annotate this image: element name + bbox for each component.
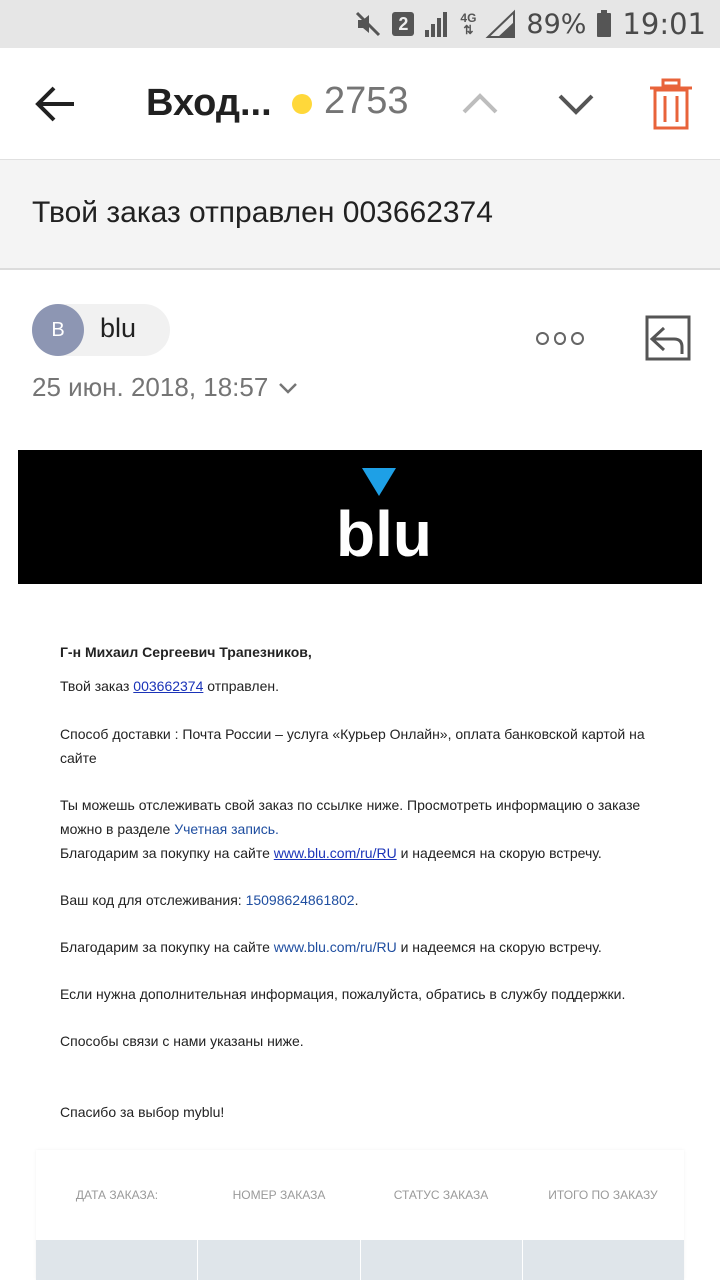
expand-chevron-icon — [278, 381, 298, 395]
more-icon[interactable] — [536, 328, 584, 348]
date-text: 25 июн. 2018, 18:57 — [32, 372, 269, 402]
sender-chip[interactable] — [32, 304, 170, 356]
greeting: Г-н Михаил Сергеевич Трапезников, — [60, 644, 312, 660]
table-header-cell: НОМЕР ЗАКАЗА — [232, 1188, 326, 1202]
site-link[interactable]: www.blu.com/ru/RU — [273, 845, 397, 861]
table-header — [36, 1150, 684, 1240]
blu-logo — [336, 468, 432, 570]
delivery-method: Способ доставки : Почта России – услуга «Курьер Онлайн», оплата банковской картой на сайте — [60, 726, 645, 766]
email-body — [60, 640, 680, 1124]
order-table — [36, 1150, 684, 1280]
chevron-down-icon[interactable] — [556, 84, 596, 124]
trash-icon[interactable] — [648, 78, 694, 130]
clock: 19:01 — [622, 7, 706, 41]
sender-name: blu — [100, 313, 137, 343]
table-cell — [198, 1240, 360, 1280]
svg-text:blu: blu — [336, 498, 432, 570]
tracking-code: Ваш код для отслеживания: 15098624861802. — [60, 892, 359, 908]
account-link[interactable]: Учетная запись. — [174, 821, 279, 837]
folder-title[interactable]: Вход... — [146, 82, 272, 124]
battery-percent: 89% — [526, 8, 587, 40]
reply-icon[interactable] — [644, 314, 692, 362]
signoff: Спасибо за выбор myblu! — [60, 1104, 225, 1120]
contacts-line: Способы связи с нами указаны ниже. — [60, 1033, 304, 1049]
table-cell — [36, 1240, 198, 1280]
thanks-line: Благодарим за покупку на сайте www.blu.com/ru/RU и надеемся на скорую встречу. — [60, 939, 602, 955]
email-banner — [18, 450, 702, 584]
table-header-cell: ИТОГО ПО ЗАКАЗУ — [548, 1188, 658, 1202]
thanks-line: Благодарим за покупку на сайте www.blu.com/ru/RU и надеемся на скорую встречу. — [60, 845, 602, 861]
signal-icon — [424, 10, 450, 38]
table-cell — [523, 1240, 684, 1280]
site-link[interactable]: www.blu.com/ru/RU — [273, 939, 397, 955]
tracking-code-link[interactable]: 15098624861802 — [245, 892, 355, 908]
status-icons — [354, 6, 706, 42]
order-number-link[interactable]: 003662374 — [133, 678, 204, 694]
message-date[interactable] — [32, 372, 298, 403]
avatar: B — [32, 304, 84, 356]
mute-icon — [354, 10, 382, 38]
unread-dot — [292, 94, 312, 114]
app-bar — [0, 48, 720, 160]
network-type: 4G ⇅ — [460, 11, 477, 37]
table-header-cell: СТАТУС ЗАКАЗА — [393, 1188, 489, 1202]
back-arrow-icon[interactable] — [32, 82, 80, 126]
table-cell — [361, 1240, 523, 1280]
status-bar — [0, 0, 720, 48]
sim-badge: 2 — [392, 12, 414, 36]
tracking-info: Ты можешь отслеживать свой заказ по ссылке ниже. Просмотреть информацию о заказе можно в разделе Учетная запись. — [60, 797, 641, 837]
table-header-cell: ДАТА ЗАКАЗА: — [75, 1188, 159, 1202]
table-row — [36, 1240, 684, 1280]
signal-icon — [486, 10, 516, 38]
unread-count: 2753 — [324, 80, 409, 122]
support-line: Если нужна дополнительная информация, пожалуйста, обратись в службу поддержки. — [60, 986, 626, 1002]
message-subject: Твой заказ отправлен 003662374 — [32, 196, 493, 229]
order-line: Твой заказ 003662374 отправлен. — [60, 678, 280, 694]
chevron-up-icon[interactable] — [460, 84, 500, 124]
battery-icon — [596, 10, 612, 38]
subject-bar — [0, 160, 720, 270]
